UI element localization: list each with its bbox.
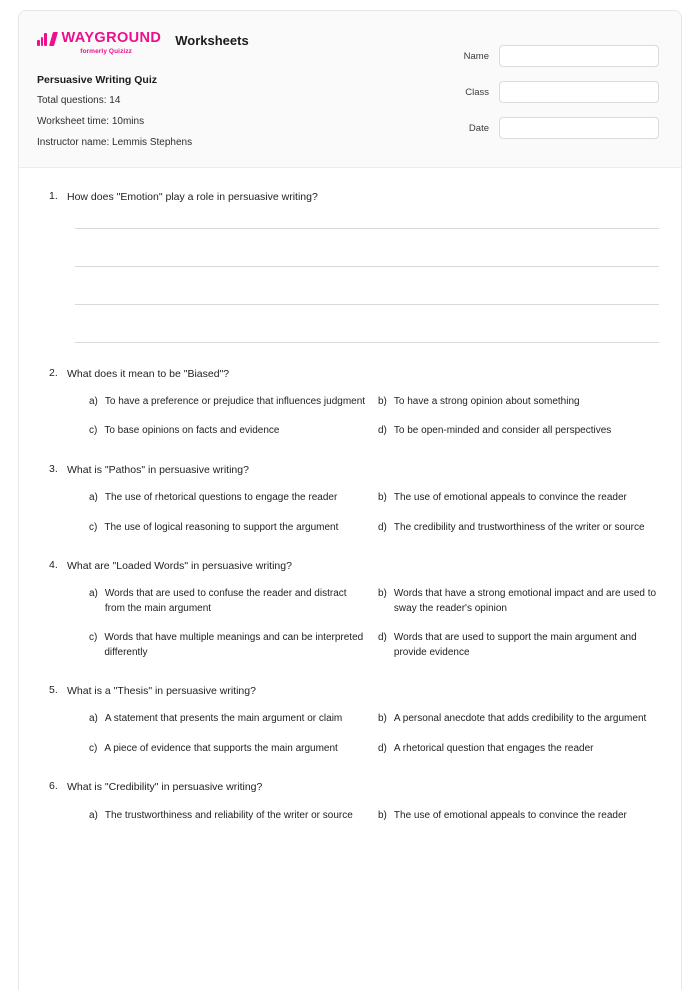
option-text: Words that have multiple meanings and can be interpreted differently — [104, 632, 364, 658]
question-head — [41, 190, 659, 204]
options-grid — [41, 587, 659, 660]
option[interactable] — [378, 809, 657, 824]
option[interactable] — [89, 587, 368, 616]
question — [41, 367, 659, 439]
option-letter: a) — [89, 588, 98, 600]
option[interactable] — [89, 712, 368, 727]
option-text: A piece of evidence that supports the main argument — [104, 742, 338, 754]
option-text: The credibility and trustworthiness of the writer or source — [393, 521, 645, 533]
question-text: What is "Pathos" in persuasive writing? — [67, 463, 249, 476]
answer-line[interactable] — [75, 342, 659, 343]
option[interactable] — [378, 424, 657, 439]
options-grid — [41, 491, 659, 535]
options-grid — [41, 809, 659, 824]
field-row-class — [431, 81, 659, 103]
question — [41, 684, 659, 756]
option-text: A personal anecdote that adds credibility to the argument — [393, 713, 647, 725]
question — [41, 559, 659, 660]
question-text: What is "Credibility" in persuasive writing? — [67, 781, 263, 794]
question-number: 4. — [49, 559, 58, 572]
question-text: How does "Emotion" play a role in persuasive writing? — [67, 190, 318, 203]
option-letter: b) — [378, 395, 387, 407]
brand-block — [37, 27, 249, 149]
instructor-name-text: Instructor name: Lemmis Stephens — [37, 136, 193, 148]
date-input[interactable] — [499, 117, 659, 139]
option-text: The use of emotional appeals to convince the reader — [393, 492, 627, 504]
field-row-name — [431, 45, 659, 67]
option[interactable] — [89, 491, 368, 506]
option-text: To be open-minded and consider all perspectives — [393, 425, 612, 437]
question-head — [41, 684, 659, 698]
field-row-date — [431, 117, 659, 139]
option-text: The use of logical reasoning to support the argument — [104, 521, 339, 533]
name-field-label: Name — [463, 50, 489, 62]
total-questions-text: Total questions: 14 — [37, 94, 121, 106]
question-head — [41, 367, 659, 381]
option-text: Words that have a strong emotional impact and are used to sway the reader's opinion — [393, 588, 657, 614]
worksheet-sheet — [18, 10, 682, 990]
option-letter: a) — [89, 809, 98, 821]
student-fields — [431, 27, 659, 139]
option-letter: d) — [378, 742, 387, 754]
answer-line[interactable] — [75, 266, 659, 267]
option-text: To have a strong opinion about something — [393, 395, 580, 407]
wayground-bars-icon — [37, 33, 47, 46]
question-head — [41, 780, 659, 794]
wayground-logo[interactable] — [37, 31, 161, 55]
option-text: The use of rhetorical questions to engage the reader — [104, 492, 338, 504]
option[interactable] — [378, 742, 657, 757]
logo-wordmark: WAYGROUND — [61, 30, 162, 46]
option[interactable] — [378, 712, 657, 727]
option-letter: a) — [89, 713, 98, 725]
option[interactable] — [89, 521, 368, 536]
option-text: Words that are used to support the main argument and provide evidence — [393, 632, 637, 658]
options-grid — [41, 712, 659, 756]
question — [41, 190, 659, 343]
question-number: 2. — [49, 366, 58, 379]
option-text: To base opinions on facts and evidence — [104, 425, 280, 437]
question-text: What does it mean to be "Biased"? — [67, 367, 230, 380]
question-text: What is a "Thesis" in persuasive writing? — [67, 685, 256, 698]
question-text: What are "Loaded Words" in persuasive writing? — [67, 560, 292, 573]
option-letter: a) — [89, 395, 98, 407]
option[interactable] — [89, 424, 368, 439]
option-letter: d) — [378, 632, 387, 644]
option[interactable] — [378, 631, 657, 660]
option-letter: b) — [378, 588, 387, 600]
question-number: 3. — [49, 462, 58, 475]
question — [41, 780, 659, 823]
option[interactable] — [89, 395, 368, 410]
question-number: 6. — [49, 780, 58, 793]
option-text: A statement that presents the main argument or claim — [104, 713, 343, 725]
option[interactable] — [378, 521, 657, 536]
option-letter: a) — [89, 492, 98, 504]
option-letter: b) — [378, 492, 387, 504]
worksheet-title: Persuasive Writing Quiz — [37, 73, 158, 86]
question-head — [41, 559, 659, 573]
questions-container — [19, 168, 681, 878]
option-text: Words that are used to confuse the reader and distract from the main argument — [104, 588, 347, 614]
option-text: To have a preference or prejudice that influences judgment — [104, 395, 366, 407]
option-letter: d) — [378, 425, 387, 437]
option-letter: c) — [89, 742, 98, 754]
answer-line[interactable] — [75, 304, 659, 305]
option[interactable] — [378, 587, 657, 616]
question-number: 1. — [49, 189, 58, 202]
options-grid — [41, 395, 659, 439]
option-text: The trustworthiness and reliability of the writer or source — [104, 809, 353, 821]
worksheet-header — [19, 11, 681, 168]
brand-row — [37, 31, 249, 55]
option-text: A rhetorical question that engages the reader — [393, 742, 594, 754]
option-letter: c) — [89, 425, 98, 437]
logo-main-row — [37, 31, 161, 46]
option-letter: d) — [378, 521, 387, 533]
option[interactable] — [378, 395, 657, 410]
question — [41, 463, 659, 535]
option[interactable] — [89, 742, 368, 757]
option-text: The use of emotional appeals to convince the reader — [393, 809, 627, 821]
date-field-label: Date — [468, 122, 489, 134]
option-letter: c) — [89, 521, 98, 533]
worksheets-label: Worksheets — [175, 33, 249, 48]
option-letter: c) — [89, 632, 98, 644]
option[interactable] — [89, 631, 368, 660]
option-letter: b) — [378, 809, 387, 821]
option[interactable] — [378, 491, 657, 506]
name-input[interactable] — [499, 45, 659, 67]
question-head — [41, 463, 659, 477]
class-input[interactable] — [499, 81, 659, 103]
worksheet-meta — [37, 74, 249, 149]
class-field-label: Class — [465, 86, 489, 98]
answer-lines[interactable] — [41, 228, 659, 343]
option-letter: b) — [378, 713, 387, 725]
worksheet-time-text: Worksheet time: 10mins — [37, 115, 145, 127]
answer-line[interactable] — [75, 228, 659, 229]
option[interactable] — [89, 809, 368, 824]
question-number: 5. — [49, 684, 58, 697]
wayground-slash-icon — [48, 32, 57, 46]
logo-subtitle: formerly Quizizz — [80, 47, 133, 55]
